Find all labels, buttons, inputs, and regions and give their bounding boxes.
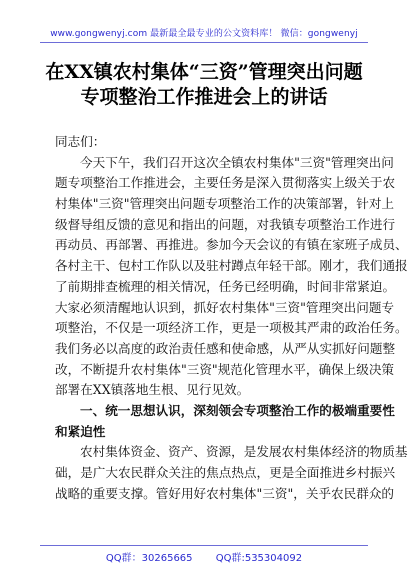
salutation: 同志们： (55, 134, 106, 149)
title-line-1: 在XX镇农村集体“三资”管理突出问题 (45, 61, 363, 83)
paragraph-line: 今天下午，我们召开这次全镇农村集体"三资"管理突出问 (80, 154, 394, 170)
paragraph-line: 础，是广大农民群众关注的焦点热点，更是全面推进乡村振兴 (55, 465, 396, 480)
paragraph-line: 战略的重要支撑。管好用好农村集体"三资"，关乎农民群众的 (55, 485, 395, 501)
footer-divider (40, 545, 368, 546)
paragraph-line: 我们务必以高度的政治责任感和使命感，从严从实抓好问题整 (55, 340, 396, 356)
document-body (55, 132, 408, 504)
paragraph-line: 题专项整治工作推进会，主要任务是深入贯彻落实上级关于农 (55, 175, 396, 191)
header-divider (40, 42, 368, 43)
paragraph-line: 改，不断提升农村集体"三资"规范化管理水平，确保上级决策 (55, 361, 395, 377)
title-line-2: 专项整治工作推进会上的讲话 (80, 86, 328, 108)
document-title (0, 60, 408, 110)
paragraph-line: 村集体"三资"管理突出问题专项整治工作的决策部署，针对上 (55, 196, 395, 212)
paragraph-line: 部署在XX镇落地生根、见行见效。 (55, 382, 250, 398)
section-heading: 一、统一思想认识，深刻领会专项整治工作的极端重要性 (80, 402, 395, 418)
paragraph-line: 级督导组反馈的意见和指出的问题，对我镇专项整治工作进行 (55, 216, 396, 232)
paragraph-line: 项整治，不仅是一项经济工作，更是一项极其严肃的政治任务。 (55, 320, 408, 336)
footer-banner (0, 549, 408, 564)
paragraph-line: 大家必须清醒地认识到，抓好农村集体"三资"管理突出问题专 (55, 299, 395, 315)
paragraph-line: 农村集体资金、资产、资源，是发展农村集体经济的物质基 (80, 444, 408, 460)
footer-qq-group-2: QQ群:535304092 (215, 553, 303, 564)
header-banner: www.gongwenyj.com 最新最全最专业的公文资料库！ 微信：gongwenyj (50, 29, 358, 39)
paragraph-line: 各村主干、包村工作队以及驻村蹲点年轻干部。刚才，我们通报 (55, 258, 408, 274)
paragraph-line: 再动员、再部署、再推进。参加今天会议的有镇在家班子成员、 (55, 237, 408, 253)
section-heading-continued: 和紧迫性 (55, 423, 106, 439)
paragraph-line: 了前期排查梳理的相关情况，任务已经明确，时间非常紧迫。 (55, 278, 396, 294)
footer-qq-group-1: QQ群：30265665 (105, 553, 193, 564)
